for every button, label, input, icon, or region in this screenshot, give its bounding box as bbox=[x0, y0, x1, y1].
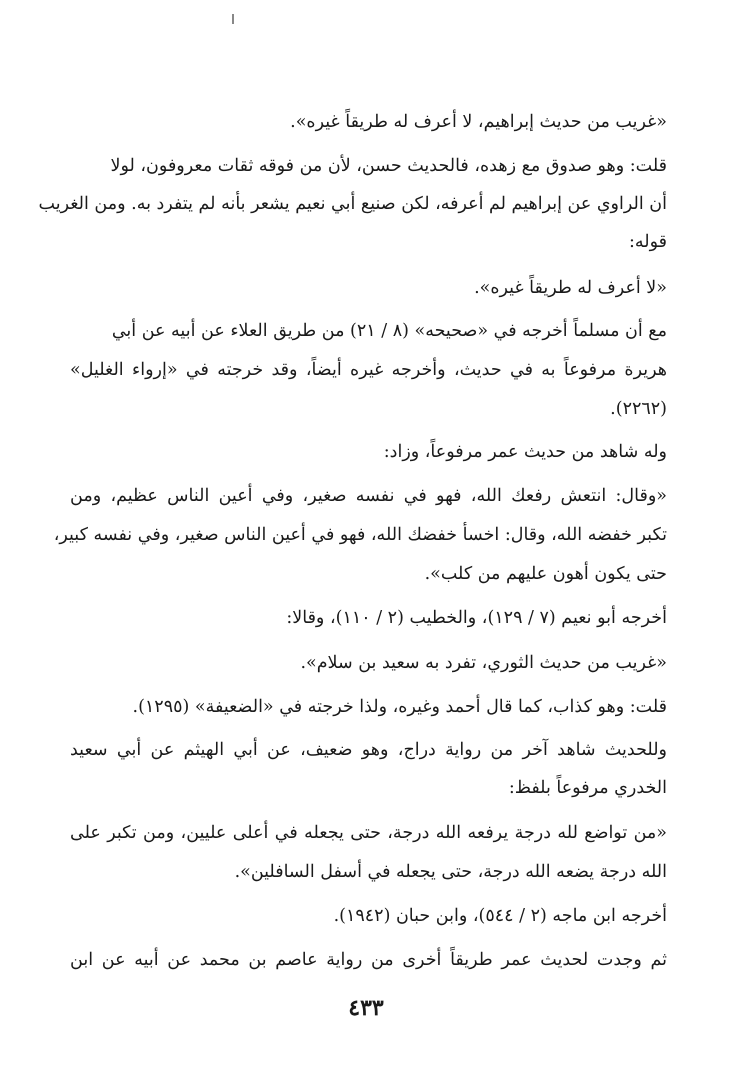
text-line-21: ثم وجدت لحديث عمر طريقاً أخرى من رواية عاصم بن محمد عن أبيه عن ابن bbox=[70, 950, 667, 970]
text-line-7: هريرة مرفوعاً به في حديث، وأخرجه غيره أيضاً، وقد خرجته في «إرواء الغليل» bbox=[70, 360, 667, 380]
text-line-5: «لا أعرف له طريقاً غيره». bbox=[474, 278, 667, 298]
text-line-3: أن الراوي عن إبراهيم لم أعرفه، لكن صنيع أبي نعيم يشعر بأنه لم يتفرد به. ومن الغريب bbox=[38, 194, 667, 214]
scan-mark bbox=[232, 14, 234, 24]
text-line-8: (٢٢٦٢). bbox=[610, 399, 667, 419]
text-line-16: وللحديث شاهد آخر من رواية دراج، وهو ضعيف، عن أبي الهيثم عن أبي سعيد bbox=[70, 740, 667, 760]
text-line-12: حتى يكون أهون عليهم من كلب». bbox=[424, 564, 667, 584]
text-line-6: مع أن مسلماً أخرجه في «صحيحه» (٨ / ٢١) من طريق العلاء عن أبيه عن أبي bbox=[111, 321, 667, 341]
text-line-19: الله درجة يضعه الله درجة، حتى يجعله في أسفل السافلين». bbox=[234, 862, 667, 882]
text-line-18: «من تواضع لله درجة يرفعه الله درجة، حتى يجعله في أعلى عليين، ومن تكبر على bbox=[70, 823, 667, 843]
text-line-11: تكبر خفضه الله، وقال: اخسأ خفضك الله، فهو في أعين الناس صغير، وفي نفسه كبير، bbox=[53, 525, 667, 545]
text-line-9: وله شاهد من حديث عمر مرفوعاً، وزاد: bbox=[383, 442, 667, 462]
text-line-20: أخرجه ابن ماجه (٢ / ٥٤٤)، وابن حبان (١٩٤٢). bbox=[333, 906, 667, 926]
page-number: ٤٣٣ bbox=[348, 995, 384, 1021]
text-line-4: قوله: bbox=[628, 232, 667, 252]
text-line-15: قلت: وهو كذاب، كما قال أحمد وغيره، ولذا خرجته في «الضعيفة» (١٢٩٥). bbox=[132, 697, 667, 717]
text-line-14: «غريب من حديث الثوري، تفرد به سعيد بن سلام». bbox=[300, 653, 667, 673]
text-line-13: أخرجه أبو نعيم (٧ / ١٢٩)، والخطيب (٢ / ١١٠)، وقالا: bbox=[286, 608, 667, 628]
text-line-1: «غريب من حديث إبراهيم، لا أعرف له طريقاً غيره». bbox=[290, 112, 667, 132]
text-line-2: قلت: وهو صدوق مع زهده، فالحديث حسن، لأن من فوقه ثقات معروفون، لولا bbox=[110, 156, 667, 176]
text-line-17: الخدري مرفوعاً بلفظ: bbox=[508, 778, 667, 798]
text-line-10: «وقال: انتعش رفعك الله، فهو في نفسه صغير، وفي أعين الناس عظيم، ومن bbox=[70, 486, 667, 506]
